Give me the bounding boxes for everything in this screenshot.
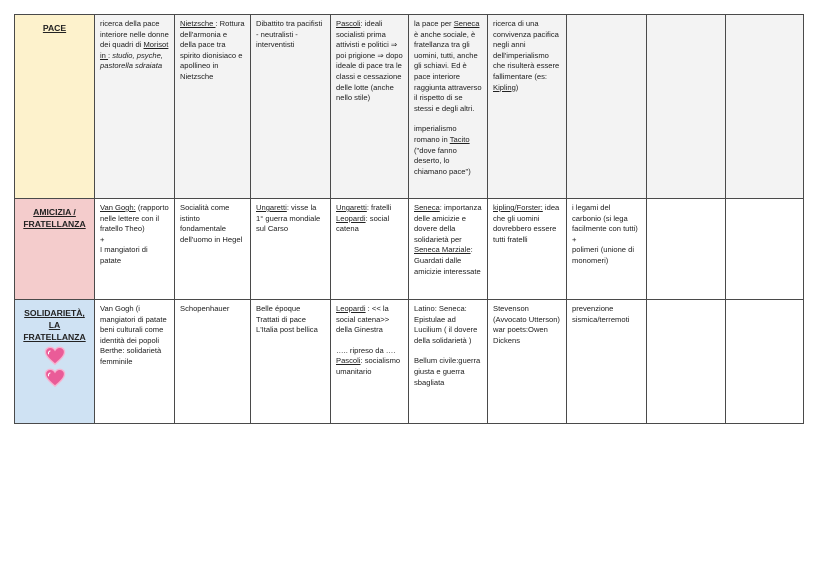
cell-empty bbox=[726, 199, 804, 300]
row-title-amicizia: AMICIZIA / FRATELLANZA bbox=[15, 199, 95, 300]
cell-science bbox=[567, 15, 647, 199]
cell-english: Stevenson (Avvocato Utterson) war poets:Owen Dickens bbox=[488, 300, 567, 424]
cell-latin: Seneca: importanza delle amicizie e dovere della solidarietà per Seneca Marziale: Guardati dalle amicizie interessate bbox=[409, 199, 488, 300]
cell-empty bbox=[647, 15, 726, 199]
cell-science: prevenzione sismica/terremoti bbox=[567, 300, 647, 424]
cell-italian: Pascoli: ideali socialisti prima attivisti e politici ⇒ poi prigione ⇒ dopo ideale di pace tra le classi e cessazione delle lotte (anche nello stile) bbox=[331, 15, 409, 199]
cell-english: kipling/Forster: idea che gli uomini dovrebbero essere tutti fratelli bbox=[488, 199, 567, 300]
cell-latin: Latino: Seneca: Epistulae ad Lucilium ( il dovere della solidarietà ) Bellum civile:guerra giusta e guerra sbagliata bbox=[409, 300, 488, 424]
hearts-decoration bbox=[20, 346, 89, 388]
cell-art: Van Gogh (i mangiatori di patate beni culturali come identità dei popoli Berthe: solidarietà femminile bbox=[95, 300, 175, 424]
row-title-pace: PACE bbox=[15, 15, 95, 199]
cell-empty bbox=[647, 300, 726, 424]
cell-art: Van Gogh: (rapporto nelle lettere con il fratello Theo) + I mangiatori di patate bbox=[95, 199, 175, 300]
cell-history: Dibattito tra pacifisti - neutralisti - interventisti bbox=[251, 15, 331, 199]
cell-philosophy: Nietzsche : Rottura dell'armonia e della pace tra spirito dionisiaco e apollineo in Nietzsche bbox=[175, 15, 251, 199]
cell-italian: Leopardi : << la social catena>> della Ginestra ….. ripreso da …. Pascoli: socialismo umanitario bbox=[331, 300, 409, 424]
cell-latin: la pace per Seneca è anche sociale, è fratellanza tra gli uomini, tutti, anche gli schiavi. Ed è pace interiore raggiunta attraverso il rispetto di se stessi e degli altri. imperialismo romano in Tacito ("dove fanno deserto, lo chiamano pace") bbox=[409, 15, 488, 199]
cell-empty bbox=[726, 15, 804, 199]
cell-italian: Ungaretti: fratelli Leopardi: social catena bbox=[331, 199, 409, 300]
cell-history: Belle époque Trattati di pace L'Italia post bellica bbox=[251, 300, 331, 424]
row-amicizia bbox=[15, 199, 804, 300]
heart-icon bbox=[44, 346, 66, 366]
row-solidarieta bbox=[15, 300, 804, 424]
cell-empty bbox=[726, 300, 804, 424]
cell-empty bbox=[647, 199, 726, 300]
cell-art: ricerca della pace interiore nelle donne dei quadri di Morisot in : studio, psyche, pastorella sdraiata bbox=[95, 15, 175, 199]
row-title-solidarieta: SOLIDARIETÀ, LA FRATELLANZA bbox=[15, 300, 95, 424]
row-pace bbox=[15, 15, 804, 199]
cell-science: i legami del carbonio (si lega facilmente con tutti) + polimeri (unione di monomeri) bbox=[567, 199, 647, 300]
cell-english: ricerca di una convivenza pacifica negli anni dell'imperialismo che risulterà essere fallimentare (es: Kipling) bbox=[488, 15, 567, 199]
cell-history: Ungaretti: visse la 1° guerra mondiale sul Carso bbox=[251, 199, 331, 300]
topic-table bbox=[14, 14, 804, 424]
heart-icon bbox=[44, 368, 66, 388]
cell-philosophy: Socialità come istinto fondamentale dell'uomo in Hegel bbox=[175, 199, 251, 300]
cell-philosophy: Schopenhauer bbox=[175, 300, 251, 424]
